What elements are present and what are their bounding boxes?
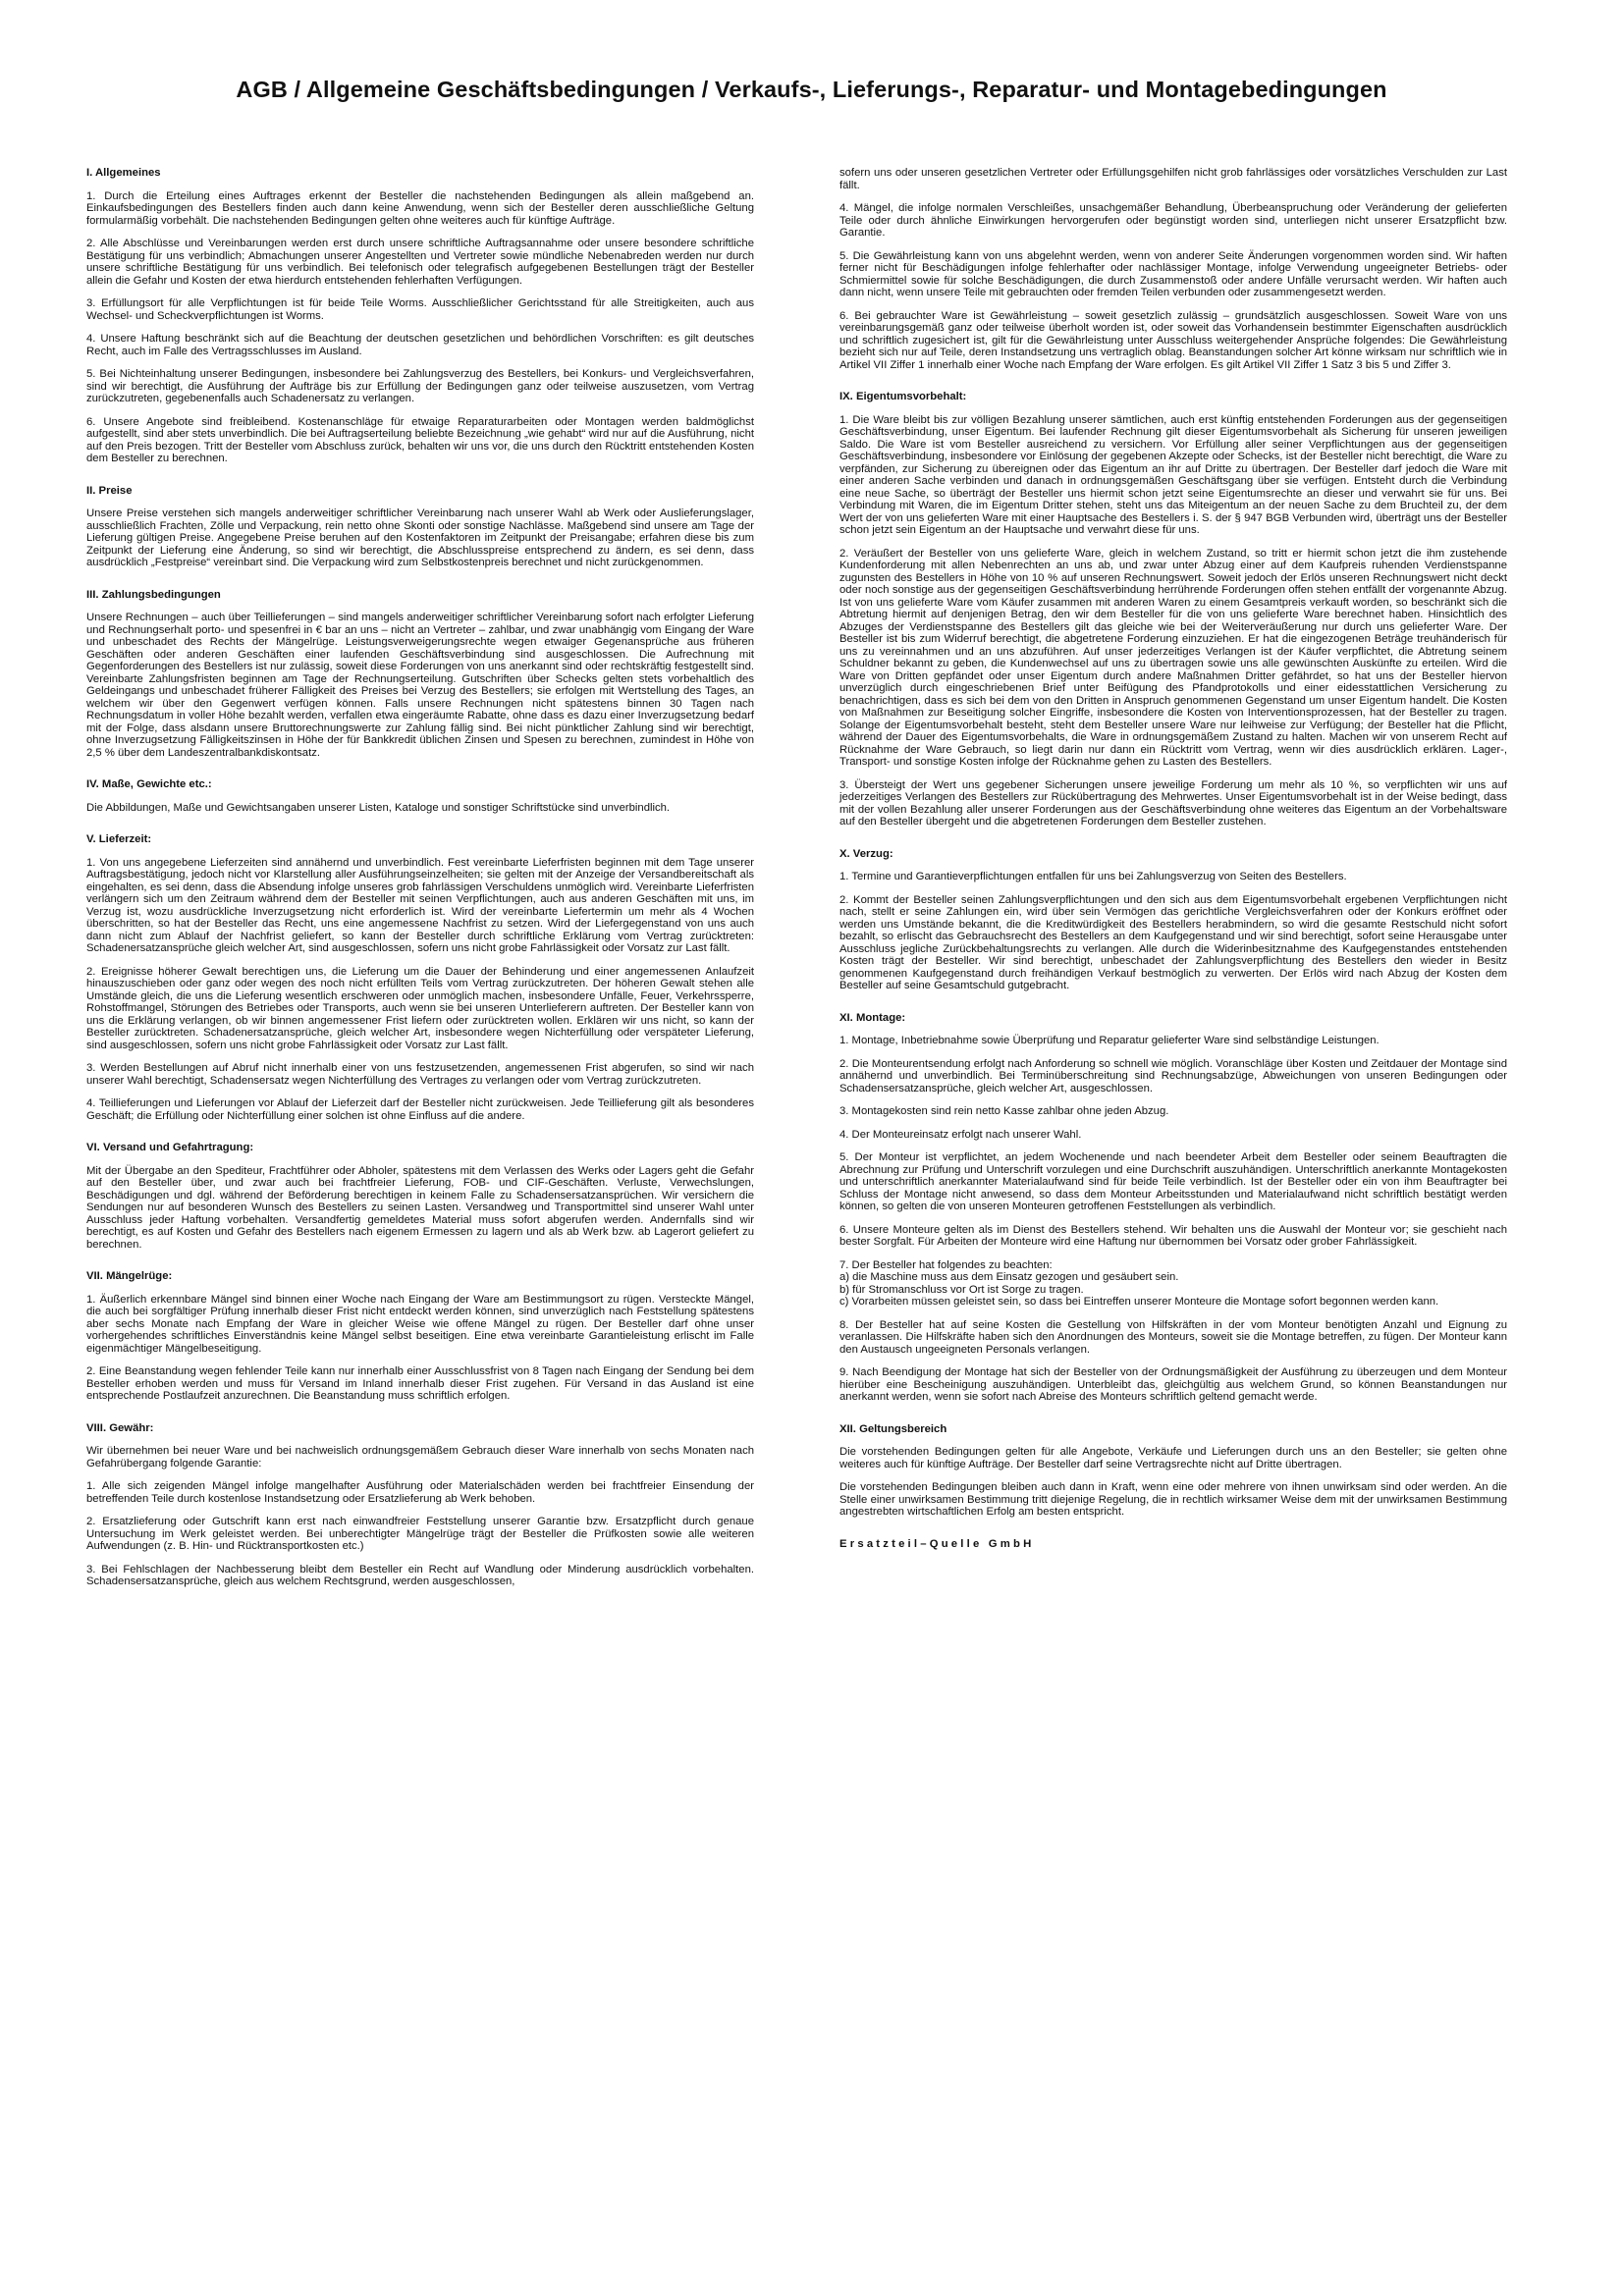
section-heading: VI. Versand und Gefahrtragung: [86,1142,254,1153]
continued-section [839,167,1507,371]
section [86,1422,754,1588]
section-heading: XI. Montage: [839,1011,906,1024]
paragraph: 3. Bei Fehlschlagen der Nachbesserung bleibt dem Besteller ein Recht auf Wandlung oder Minderung ausdrücklich vorbehalten. Schadensersatzansprüche, gleich aus welchem Rechtsgrund, werden ausgeschlossen, [86,1563,754,1587]
right-column [839,167,1507,1550]
section [86,833,754,1122]
paragraph: 1. Alle sich zeigenden Mängel infolge mangelhafter Ausführung oder Materialschäden werden bei frachtfreier Einsendung der betreffenden Teile durch kostenlose Instandsetzung oder Ersatzlieferung ab Werk behoben. [86,1480,754,1505]
paragraph: Unsere Preise verstehen sich mangels anderweitiger schriftlicher Vereinbarung nach unserer Wahl ab Werk oder Auslieferungslager, ausschließlich Frachten, Zölle und Verpackung, rein netto ohne Skonti oder sonstige Nachlässe. Maßgebend sind unsere am Tage der Lieferung gültigen Preise. Angegebene Preise beruhen auf den Kostenfaktoren im Zeitpunkt der Preisangabe; erfahren diese bis zum Zeitpunkt der Lieferung eine Änderung, so sind wir berechtigt, die Abschlusspreise entsprechend zu ändern, es sei denn, dass ausdrücklich „Festpreise“ vereinbart sind. Die Verpackung wird zum Selbstkostenpreis berechnet und nicht zurückgenommen. [86,507,754,568]
paragraph: 1. Montage, Inbetriebnahme sowie Überprüfung und Reparatur gelieferter Ware sind selbständige Leistungen. [839,1035,1380,1046]
paragraph: Mit der Übergabe an den Spediteur, Frachtführer oder Abholer, spätestens mit dem Verlassen des Werks oder Lagers geht die Gefahr auf den Besteller über, und zwar auch bei frachtfreier Lieferung, FOB- und CIF-Geschäften. Verluste, Verwechslungen, Beschädigungen und dgl. während der Beförderung berechtigen in keinem Falle zu Schadensersatzansprüchen. Wir versichern die Sendungen nur auf besonderen Wunsch des Bestellers zu seinen Lasten. Versandweg und Transportmittel sind unserer Wahl unter Ausschluss jeder Haftung vorbehalten. Versandfertig gemeldetes Material muss sofort abgerufen werden. Andernfalls sind wir berechtigt, es auf Kosten und Gefahr des Bestellers nach eigenem Ermessen zu lagern und als ab Werk bzw. ab Lagerort geliefert zu berechnen. [86,1164,754,1251]
section-heading: I. Allgemeines [86,167,161,179]
section [86,1142,754,1251]
page-title: AGB / Allgemeine Geschäftsbedingungen / Verkaufs-, Lieferungs-, Reparatur- und Montagebedingungen [236,77,1387,102]
paragraph: 2. Eine Beanstandung wegen fehlender Teile kann nur innerhalb einer Ausschlussfrist von 8 Tagen nach Eingang der Sendung bei dem Besteller erhoben werden und muss für Versand im Inland innerhalb dieser Frist zugehen. Für Versand in das Ausland ist eine entsprechende Postlaufzeit anzurechnen. Die Beanstandung muss schriftlich erfolgen. [86,1365,754,1402]
paragraph: 5. Bei Nichteinhaltung unserer Bedingungen, insbesondere bei Zahlungsverzug des Bestellers, bei Konkurs- und Vergleichsverfahren, sind wir berechtigt, die Ausführung der Aufträge bis zur Erfüllung der Bedingungen ganz oder teilweise auszusetzen, vom Vertrag zurückzutreten, gegebenenfalls auch Schadenersatz zu verlangen. [86,368,754,404]
paragraph: 3. Erfüllungsort für alle Verpflichtungen ist für beide Teile Worms. Ausschließlicher Gerichtsstand für alle Streitigkeiten, auch aus Wechsel- und Scheckverpflichtungen ist Worms. [86,297,754,322]
paragraph: 6. Unsere Angebote sind freibleibend. Kostenanschläge für etwaige Reparaturarbeiten oder Montagen werden baldmöglichst aufgestellt, sind aber stets unverbindlich. Die bei Auftragserteilung beliebte Bezeichnung „wie gehabt“ wird nur auf die Ausführung, nicht auf den Preis bezogen. Tritt der Besteller vom Abschluss zurück, behalten wir uns vor, die uns durch den Rücktritt entstehenden Kosten dem Besteller zu berechnen. [86,415,754,464]
left-column [86,167,754,1608]
right-sections [839,391,1507,1519]
section-heading: VIII. Gewähr: [86,1421,154,1434]
section [839,848,1507,992]
paragraph: Die vorstehenden Bedingungen gelten für alle Angebote, Verkäufe und Lieferungen durch uns an den Besteller; sie gelten ohne weiteres auch für künftige Aufträge. Der Besteller darf seine Vertragsrechte nicht auf Dritte übertragen. [839,1446,1507,1470]
paragraph: 9. Nach Beendigung der Montage hat sich der Besteller von der Ordnungsmäßigkeit der Ausführung zu überzeugen und dem Monteur hierüber eine Bescheinigung auszuhändigen. Unterbleibt das, gleichgültig aus welchem Grund, so können Beanstandungen nur anerkannt werden, wenn sie sofort nach Abreise des Monteurs schriftlich geltend gemacht werde. [839,1366,1507,1403]
paragraph: 2. Veräußert der Besteller von uns gelieferte Ware, gleich in welchem Zustand, so tritt er hiermit schon jetzt die ihm zustehende Kundenforderung mit allen Nebenrechten an uns ab, und zwar unter Abzug einer auf dem Kaufpreis ruhenden Verdienstspanne zugunsten des Bestellers in Höhe von 10 % auf unseren Rechnungswert. Soweit jedoch der Erlös unseren Rechnungswert nicht deckt oder noch sonstige aus der gegenseitigen Geschäftsverbindung herrührende Forderungen offen stehen entfällt der vorgenannte Abzug. Ist von uns gelieferte Ware vom Käufer zusammen mit anderen Waren zu einem Gesamtpreis verkauft worden, so beschränkt sich die Abtretung hiermit auf denjenigen Betrag, den wir dem Besteller für die von uns gelieferte Ware berechnet haben. Hinsichtlich des Abzuges der Verdienstspanne des Bestellers gilt das gleiche wie bei der Weiterveräußerung nur durch uns gelieferter Ware. Der Besteller ist bis zum Widerruf berechtigt, die abgetretene Forderung einzuziehen. Er hat die eingezogenen Beträge treuhänderisch für uns zu vereinnahmen und an uns abzuführen. Auf unser jederzeitiges Verlangen ist der Käufer verpflichtet, die Abtretung seinem Schuldner bekannt zu geben, die Kundenwechsel auf uns zu übertragen sowie uns alle gewünschten Auskünfte zu erteilen. Wird die Ware von Dritten gepfändet oder unser Eigentum durch andere Maßnahmen Dritter gefährdet, so hat uns der Besteller hiervon unverzüglich durch eingeschriebenen Brief unter Beifügung des Pfandprotokolls und einer eidesstattlichen Versicherung zu benachrichtigen, dass es sich bei dem von den Dritten in Anspruch genommenen Gegenstand um unser Eigentum handelt. Die Kosten von Maßnahmen zur Beseitigung solcher Eingriffe, insbesondere die Kosten von Interventionsprozessen, hat der Besteller zu tragen. Solange der Eigentumsvorbehalt besteht, steht dem Besteller unsere Ware nur leihweise zur Verfügung; der Besteller hat die Pflicht, während der Dauer des Eigentumsvorbehalts, die Ware in ordnungsgemäßem Zustand zu halten. Machen wir von unserem Recht auf Rücknahme der Ware Gebrauch, so liegt darin nur dann ein Rücktritt vom Vertrag, wenn wir dies ausdrücklich erklären. Lager-, Transport- und sonstige Kosten infolge der Rücknahme gehen zu Lasten des Bestellers. [839,547,1507,768]
paragraph: 7. Der Besteller hat folgendes zu beachten: a) die Maschine muss aus dem Einsatz gezogen und gesäubert sein. b) für Stromanschluss vor Ort ist Sorge zu tragen. c) Vorarbeiten müssen geleistet sein, so dass bei Eintreffen unserer Monteure die Montage sofort begonnen werden kann. [839,1258,1439,1308]
paragraph: 1. Die Ware bleibt bis zur völligen Bezahlung unserer sämtlichen, auch erst künftig entstehenden Forderungen aus der gegenseitigen Geschäftsverbindung, unser Eigentum. Bei laufender Rechnung gilt dieser Eigentumsvorbehalt als Sicherung für unseren jeweiligen Saldo. Die Ware ist vom Besteller ausreichend zu versichern. Vor Erfüllung aller seiner Verpflichtungen aus der gegenseitigen Geschäftsverbindung, insbesondere vor Einlösung der gegebenen Akzepte oder Schecks, ist der Besteller nicht berechtigt, die Ware zu verpfänden, zur Sicherung zu übereignen oder das Eigentum an ihr auf Dritte zu übertragen. Der Besteller darf jedoch die Ware mit einer anderen Sache verbinden und danach in ordnungsgemäßen Geschäftsgang über sie verfügen. Entsteht durch die Verbindung eine neue Sache, so überträgt der Besteller uns hiermit schon jetzt seine Eigentumsrechte an dieser und verwahrt sie für uns. Bei Verbindung mit Waren, die im Eigentum Dritter stehen, steht uns das Miteigentum an der neuen Sache zu dem Bruchteil zu, der dem Wert der von uns gelieferten Ware mit einer Hauptsache des Bestellers i. S. der § 947 BGB Verbunden wird, überträgt uns der Besteller schon jetzt sein Eigentum an der Hauptsache und verwahrt diese für uns. [839,413,1507,536]
paragraph: 6. Unsere Monteure gelten als im Dienst des Bestellers stehend. Wir behalten uns die Auswahl der Monteur vor; sie geschieht nach bester Sorgfalt. Für Arbeiten der Monteure wird eine Haftung nur übernommen bei Vorsatz oder grober Fahrlässigkeit. [839,1223,1507,1248]
paragraph: Wir übernehmen bei neuer Ware und bei nachweislich ordnungsgemäßem Gebrauch dieser Ware innerhalb von sechs Monaten nach Gefahrübergang folgende Garantie: [86,1445,754,1469]
section [86,589,754,760]
paragraph: 2. Alle Abschlüsse und Vereinbarungen werden erst durch unsere schriftliche Auftragsannahme oder unsere besondere schriftliche Bestätigung für uns verbindlich; Abmachungen unserer Angestellten und Vertreter sowie mündliche Nebenabreden werden nur durch unsere schriftliche Bestätigung für uns verbindlich. Bei telefonisch oder telegrafisch aufgegebenen Bestellungen trägt der Besteller allein die Gefahr und Kosten der etwa hierdurch entstehenden fehlerhaften Verfügungen. [86,238,754,287]
company-signature: Ersatzteil–Quelle GmbH [839,1537,1035,1550]
paragraph: 4. Teillieferungen und Lieferungen vor Ablauf der Lieferzeit darf der Besteller nicht zurückweisen. Jede Teillieferung gilt als besonderes Geschäft; die Erfüllung oder Nichterfüllung einer solchen ist ohne Einfluss auf die andere. [86,1097,754,1122]
section [86,778,754,814]
paragraph: 4. Der Monteureinsatz erfolgt nach unserer Wahl. [839,1128,1082,1141]
paragraph: 8. Der Besteller hat auf seine Kosten die Gestellung von Hilfskräften in der vom Monteur benötigten Anzahl und Eignung zu veranlassen. Die Hilfskräfte haben sich den Anordnungen des Monteurs, soweit sie die Montage betreffen, zu fügen. Der Monteur kann den Austausch ungeeigneten Personals verlangen. [839,1318,1507,1356]
paragraph: 3. Montagekosten sind rein netto Kasse zahlbar ohne jeden Abzug. [839,1105,1169,1117]
paragraph: 1. Äußerlich erkennbare Mängel sind binnen einer Woche nach Eingang der Ware am Bestimmungsort zu rügen. Versteckte Mängel, die auch bei sorgfältiger Prüfung innerhalb dieser Frist nicht entdeckt werden können, sind unverzüglich nach Feststellung spätestens aber sechs Monate nach Empfang der Ware in gleicher Weise wie offene Mängel zu rügen. Der Besteller darf ohne unser vorhergehendes schriftliches Einverständnis keine Mängel selbst beseitigen. Eine etwa vereinbarte Garantieleistung erlischt im Falle eigenmächtiger Mängelbeseitigung. [86,1293,754,1355]
paragraph: 1. Termine und Garantieverpflichtungen entfallen für uns bei Zahlungsverzug von Seiten des Bestellers. [839,871,1347,882]
section-heading: III. Zahlungsbedingungen [86,588,221,601]
paragraph: 5. Der Monteur ist verpflichtet, an jedem Wochenende und nach beendeter Arbeit dem Besteller oder seinem Beauftragten die Abrechnung zur Prüfung und Unterschrift vorzulegen und eine Durchschrift auszuhändigen. Unterschriftlich anerkannte Montagekosten und unterschriftlich anerkannter Materialaufwand sind für beide Teile verbindlich. Ist der Besteller oder ein von ihm Beauftragter bei Schluss der Montage nicht anwesend, so dass dem Monteur Arbeitsstunden und Materialaufwand nicht schriftlich bestätigt werden können, so gelten die von unseren Monteuren getroffenen Feststellungen als verbindlich. [839,1151,1507,1212]
paragraph: Unsere Rechnungen – auch über Teillieferungen – sind mangels anderweitiger schriftlicher Vereinbarung sofort nach erfolgter Lieferung und Rechnungserhalt porto- und spesenfrei in € bar an uns – nicht an Vertreter – zahlbar, und zwar unabhängig vom Eingang der Ware und unbeschadet des Rechts der Mängelrüge. Leistungsverweigerungsrechte wegen etwaiger Gegenansprüche aus früheren Geschäften oder anderen Geschäften einer laufenden Geschäftsverbindung sind ausgeschlossen. Die Aufrechnung mit Gegenforderungen des Bestellers ist nur zulässig, soweit diese Forderungen von uns anerkannt sind oder rechtskräftig festgestellt sind. Vereinbarte Zahlungsfristen beginnen am Tage der Rechnungserteilung. Gutschriften über Schecks gelten stets vorbehaltlich des Geldeingangs und unbeschadet früherer Fälligkeit des Preises bei Verzug des Bestellers; sie erfolgen mit Wertstellung des Tages, an welchem wir über den Gegenwert verfügen können. Falls unsere Rechnungen nicht spätestens binnen 30 Tagen nach Rechnungsdatum in voller Höhe bezahlt werden, verfallen etwa eingeräumte Rabatte, ohne dass es dazu einer Inverzugsetzung bedarf mit der Folge, dass alsdann unsere Bruttorechnungswerte zur Zahlung fällig sind. Bei nicht pünktlicher Zahlung sind wir berechtigt, ohne Inverzugsetzung Fälligkeitszinsen in Höhe der für Bankkredit üblichen Zinsen und Spesen zu berechnen, zumindest in Höhe von 2,5 % über dem Landeszentralbankdiskontsatz. [86,612,754,759]
section-heading: VII. Mängelrüge: [86,1270,173,1282]
section [839,1423,1507,1519]
paragraph: sofern uns oder unseren gesetzlichen Vertreter oder Erfüllungsgehilfen nicht grob fahrlässiges oder vorsätzliches Verschulden zur Last fällt. [839,167,1507,191]
section-heading: V. Lieferzeit: [86,833,152,845]
paragraph: 5. Die Gewährleistung kann von uns abgelehnt werden, wenn von anderer Seite Änderungen vorgenommen worden sind. Wir haften ferner nicht für Beschädigungen infolge fehlerhafter oder nachlässiger Montage, infolge Verwendung ungeeigneter Betriebs- oder Schmiermittel sowie für solche Beschädigungen, die durch Zusammenstoß oder andere Unfälle verursacht werden. Wir haften auch dann nicht, wenn unsere Teile mit gebrauchten oder fremden Teilen verbunden oder zusammengesetzt werden. [839,249,1507,298]
paragraph: 4. Mängel, die infolge normalen Verschleißes, unsachgemäßer Behandlung, Überbeanspruchung oder Veränderung der gelieferten Teile oder durch ähnliche Einwirkungen hervorgerufen oder begünstigt worden sind, unterliegen nicht unserer Ersatzpflicht bzw. Garantie. [839,202,1507,239]
section [839,1012,1507,1404]
paragraph: 2. Kommt der Besteller seinen Zahlungsverpflichtungen und den sich aus dem Eigentumsvorbehalt ergebenen Verpflichtungen nicht nach, stellt er seine Zahlungen ein, wird über sein Vermögen das gerichtliche Vergleichsverfahren oder der Konkurs eröffnet oder werden uns Umstände bekannt, die die Kreditwürdigkeit des Bestellers herabmindern, so wird die gesamte Restschuld nicht sofort bezahlt, so erlischt das Gebrauchsrecht des Bestellers an dem Kaufgegenstand und wir sind berechtigt, sofort seine Herausgabe unter Ausschluss jegliche Zurückbehaltungsrechts zu verlangen. Alle durch die Widerinbesitznahme des Kaufgegenstandes entstehenden Kosten trägt der Besteller. Wir sind berechtigt, unbeschadet der Zahlungsverpflichtung des Bestellers den wieder in Besitz genommenen Kaufgegenstand durch freihändigen Verkauf bestmöglich zu verwerten. Der Erlös wird nach Abzug der Kosten dem Besteller auf seine Gesamtschuld gutgebracht. [839,893,1507,991]
paragraph: 4. Unsere Haftung beschränkt sich auf die Beachtung der deutschen gesetzlichen und behördlichen Vorschriften: es gilt deutsches Recht, auch im Falle des Vertragsschlusses im Ausland. [86,333,754,357]
paragraph: 2. Die Monteurentsendung erfolgt nach Anforderung so schnell wie möglich. Voranschläge über Kosten und Zeitdauer der Montage sind annähernd und unverbindlich. Bei Terminüberschreitung sind Rechnungsabzüge, Abweichungen von unseren Bedingungen oder Schadensersatzansprüche, gleich welcher Art, ausgeschlossen. [839,1057,1507,1095]
section-heading: II. Preise [86,484,133,497]
section [839,391,1507,828]
section [86,485,754,569]
paragraph: 2. Ereignisse höherer Gewalt berechtigen uns, die Lieferung um die Dauer der Behinderung und einer angemessenen Anlaufzeit hinauszuschieben oder ganz oder wegen des noch nicht erfüllten Teils vom Vertrag zurückzutreten. Der höheren Gewalt stehen alle Umstände gleich, die uns die Lieferung wesentlich erschweren oder unmöglich machen, insbesondere Unfälle, Feuer, Verkehrssperre, Rohstoffmangel, Störungen des Betriebes oder Transports, auch wenn sie bei unseren Unterlieferern auftreten. Der Besteller kann von uns die Erklärung verlangen, ob wir binnen angemessener Frist liefern oder zurücktreten wollen. Erklären wir uns nicht, so kann der Besteller zurücktreten. Schadenersatzansprüche, gleich welcher Art, insbesondere wegen Nichterfüllung oder verspäteter Lieferung, sind ausgeschlossen, sofern uns nicht grobe Fahrlässigkeit oder Vorsatz zur Last fällt. [86,965,754,1051]
section [86,1270,754,1403]
paragraph: Die Abbildungen, Maße und Gewichtsangaben unserer Listen, Kataloge und sonstiger Schriftstücke sind unverbindlich. [86,801,671,814]
section-heading: XII. Geltungsbereich [839,1422,947,1435]
section [86,167,754,465]
paragraph: 2. Ersatzlieferung oder Gutschrift kann erst nach einwandfreier Feststellung unserer Garantie bzw. Ersatzpflicht durch genaue Untersuchung im Werk geleistet werden. Bei unberechtigter Mängelrüge trägt der Besteller die Prüfkosten sowie alle weiteren Aufwendungen (z. B. Hin- und Rücktransportkosten etc.) [86,1516,754,1552]
paragraph: 3. Übersteigt der Wert uns gegebener Sicherungen unsere jeweilige Forderung um mehr als 10 %, so verpflichten wir uns auf jederzeitiges Verlangen des Bestellers zur Rückübertragung des Mehrwertes. Unser Eigentumsvorbehalt ist in der Weise bedingt, dass mit der vollen Bezahlung aller unserer Forderungen aus der Geschäftsverbindung ohne weiteres das Eigentum an der Vorbehaltsware auf den Besteller übergeht und die abgetretenen Forderungen dem Besteller zustehen. [839,778,1507,828]
paragraph: 3. Werden Bestellungen auf Abruf nicht innerhalb einer von uns festzusetzenden, angemessenen Frist abgerufen, so sind wir nach unserer Wahl berechtigt, Schadensersatz wegen Nichterfüllung des Vertrages zu verlangen oder vom Vertrag zurückzutreten. [86,1062,754,1087]
paragraph: 6. Bei gebrauchter Ware ist Gewährleistung – soweit gesetzlich zulässig – grundsätzlich ausgeschlossen. Soweit Ware von uns vereinbarungsgemäß ganz oder teilweise überholt worden ist, oder soweit das Vorhandensein bestimmter Eigenschaften ausdrücklich und schriftlich zugesichert ist, gilt für die Gewährleistung unter Ausschluss weitergehender Ansprüche folgendes: Die Gewährleistung bezieht sich nur auf Teile, deren Instandsetzung uns vertraglich oblag. Beanstandungen solcher Art könne wirksam nur schriftlich wie in Artikel VII Ziffer 1 innerhalb einer Woche nach Empfang der Ware erfolgen. Es gilt Artikel VII Ziffer 1 Satz 3 bis 5 und Ziffer 3. [839,309,1507,371]
paragraph: 1. Von uns angegebene Lieferzeiten sind annähernd und unverbindlich. Fest vereinbarte Lieferfristen beginnen mit dem Tage unserer Auftragsbestätigung, jedoch nicht vor Klarstellung aller Ausführungseinzelheiten; sie gelten mit der Anzeige der Versandbereitschaft als eingehalten, es sei denn, dass die Absendung infolge unseres grob fahrlässigen Verschuldens unmöglich wird. Vereinbarte Lieferfristen verlängern sich um den Zeitraum während dem der Besteller mit seinen Verpflichtungen, auch aus anderen Geschäften mit uns, im Verzug ist, wozu ausdrückliche Inverzugsetzung nicht erforderlich ist. Wird der vereinbarte Liefertermin um mehr als 4 Wochen überschritten, so hat der Besteller das Recht, uns eine angemessene Nachfrist zu setzen. Wird der Liefergegenstand von uns auch dann nicht zum Ablauf der Nachfrist geliefert, so kann der Besteller durch schriftliche Erklärung vom Vertrag zurücktreten: Schadenersatzansprüche gleich welcher Art, sind ausgeschlossen, sofern uns nicht grobe Fahrlässigkeit oder Vorsatz zur Last fällt. [86,856,754,954]
section-heading: IV. Maße, Gewichte etc.: [86,778,212,790]
paragraph: Die vorstehenden Bedingungen bleiben auch dann in Kraft, wenn eine oder mehrere von ihnen unwirksam sind oder werden. An die Stelle einer unwirksamen Bestimmung tritt diejenige Regelung, die in rechtlich wirksamer Weise dem mit der unwirksamen Bestimmung angestrebten wirtschaftlichen Erfolg am besten entspricht. [839,1481,1507,1518]
section-heading: X. Verzug: [839,847,893,860]
paragraph: 1. Durch die Erteilung eines Auftrages erkennt der Besteller die nachstehenden Bedingungen als allein maßgebend an. Einkaufsbedingungen des Bestellers finden auch dann keine Anwendung, wenn sich der Besteller deren ausschließliche Geltung formularmäßig vorbehält. Die nachstehenden Bedingungen gelten ohne weiteres auch für künftige Aufträge. [86,189,754,227]
section-heading: IX. Eigentumsvorbehalt: [839,391,967,402]
